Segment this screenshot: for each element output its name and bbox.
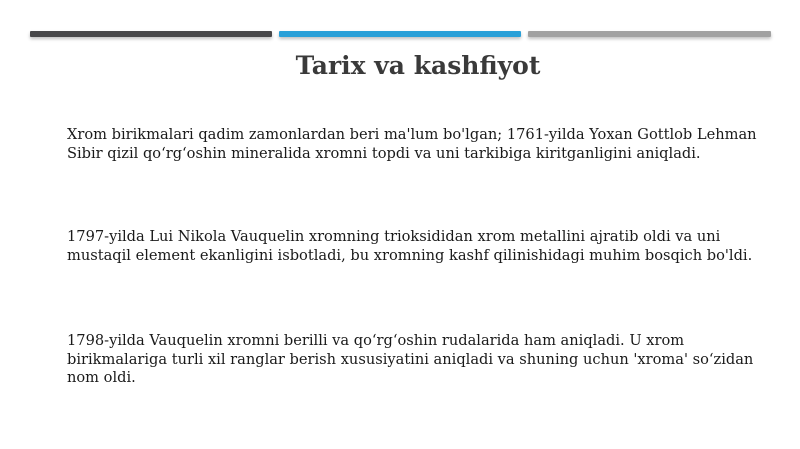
paragraph-1: Xrom birikmalari qadim zamonlardan beri ma'lum bo'lgan; 1761-yilda Yoxan Gottlob Lehman Sibir qizil qo‘rg‘oshin mineralida xromni topdi va uni tarkibiga kiritganligini aniqladi. <box>67 126 757 162</box>
accent-bar-dark <box>30 31 272 37</box>
paragraph-2: 1797-yilda Lui Nikola Vauquelin xromning trioksididan xrom metallini ajratib oldi va uni mustaqil element ekanligini isbotladi, bu xromning kashf qilinishidagi muhim bosqich bo'ldi. <box>67 228 753 264</box>
paragraph-3: 1798-yilda Vauquelin xromni berilli va qo‘rg‘oshin rudalarida ham aniqladi. U xrom birikmalariga turli xil ranglar berish xususiyatini aniqladi va shuning uchun 'xroma' so‘zidan nom oldi. <box>67 332 754 386</box>
slide-title: Tarix va kashfiyot <box>295 51 541 80</box>
accent-bar-blue <box>279 31 521 37</box>
accent-bar-gray <box>528 31 771 37</box>
